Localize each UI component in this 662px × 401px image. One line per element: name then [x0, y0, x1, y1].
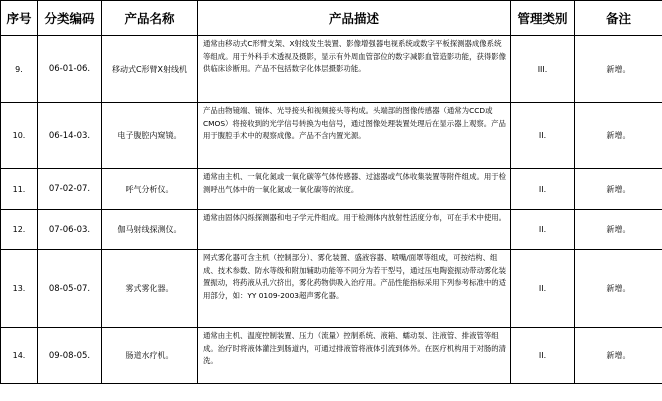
- cell-note: 新增。: [575, 250, 662, 328]
- header-desc: 产品描述: [198, 1, 511, 36]
- cell-name: 雾式雾化器。: [102, 250, 198, 328]
- cell-category: II.: [511, 328, 575, 384]
- cell-name: 电子腹腔内窥镜。: [102, 103, 198, 169]
- table-row: [1, 328, 662, 384]
- cell-code: 09-08-05.: [38, 328, 102, 384]
- cell-note: 新增。: [575, 328, 662, 384]
- cell-code: 08-05-07.: [38, 250, 102, 328]
- table-row: [1, 169, 662, 210]
- cell-desc: 通常由主机、一氧化氮或一氧化碳等气体传感器、过滤器或气体收集装置等附件组成。用于检测呼出气体中的一氧化氮或一氧化碳等的浓度。: [198, 169, 511, 210]
- cell-seq: 13.: [1, 250, 38, 328]
- cell-note: 新增。: [575, 169, 662, 210]
- cell-seq: 14.: [1, 328, 38, 384]
- header-category: 管理类别: [511, 1, 575, 36]
- cell-desc: 产品由物镜端、镜体、光导接头和视频接头等构成。头端部的图像传感器（通常为CCD或CMOS）将接收到的光学信号转换为电信号，通过图像处理装置处理后在显示器上观察。产品用于腹腔手术中的观察成像。产品不含内置光源。: [198, 103, 511, 169]
- table-row: [1, 250, 662, 328]
- cell-code: 06-14-03.: [38, 103, 102, 169]
- header-code: 分类编码: [38, 1, 102, 36]
- cell-name: 移动式C形臂X射线机: [102, 36, 198, 103]
- cell-code: 07-02-07.: [38, 169, 102, 210]
- cell-note: 新增。: [575, 103, 662, 169]
- cell-category: II.: [511, 210, 575, 250]
- cell-note: 新增。: [575, 36, 662, 103]
- header-seq: 序号: [1, 1, 38, 36]
- table-row: [1, 36, 662, 103]
- cell-seq: 10.: [1, 103, 38, 169]
- cell-seq: 11.: [1, 169, 38, 210]
- cell-code: 07-06-03.: [38, 210, 102, 250]
- cell-desc: 通常由主机、温度控制装置、压力（流量）控制系统、液箱、蠕动泵、注液管、排液管等组成。治疗时将液体灌注到肠道内，可通过排液管将液体引流到体外。在医疗机构用于对肠的清洗。: [198, 328, 511, 384]
- cell-code: 06-01-06.: [38, 36, 102, 103]
- cell-category: II.: [511, 103, 575, 169]
- table-row: [1, 210, 662, 250]
- cell-name: 肠道水疗机。: [102, 328, 198, 384]
- cell-seq: 9.: [1, 36, 38, 103]
- table-row: [1, 103, 662, 169]
- cell-desc: 通常由移动式C形臂支架、X射线发生装置、影像增强器电视系统或数字平板探测器成像系统等组成。用于外科手术透视及摄影，显示有外周血管部位的数字减影血管造影功能，获得影像供临床诊断用。产品不包括数字化体层摄影功能。: [198, 36, 511, 103]
- cell-desc: 通常由固体闪烁探测器和电子学元件组成。用于检测体内放射性活度分布，可在手术中使用。: [198, 210, 511, 250]
- cell-name: 呼气分析仪。: [102, 169, 198, 210]
- cell-category: III.: [511, 36, 575, 103]
- cell-category: II.: [511, 169, 575, 210]
- table-header-row: [1, 1, 662, 36]
- header-name: 产品名称: [102, 1, 198, 36]
- cell-note: 新增。: [575, 210, 662, 250]
- cell-name: 伽马射线探测仪。: [102, 210, 198, 250]
- cell-category: II.: [511, 250, 575, 328]
- cell-seq: 12.: [1, 210, 38, 250]
- header-note: 备注: [575, 1, 662, 36]
- cell-desc: 网式雾化器可含主机（控制部分）、雾化装置、盛液容器、喷嘴/面罩等组成，可按结构、组成、技术参数、防水等级和附加辅助功能等不同分为若干型号，通过压电陶瓷振动带动雾化装置振动，将药液从孔穴挤出，雾化药物供吸入治疗用。产品性能指标采用下列参考标准中的适用部分，如：YY 0109-2003超声雾化器。: [198, 250, 511, 328]
